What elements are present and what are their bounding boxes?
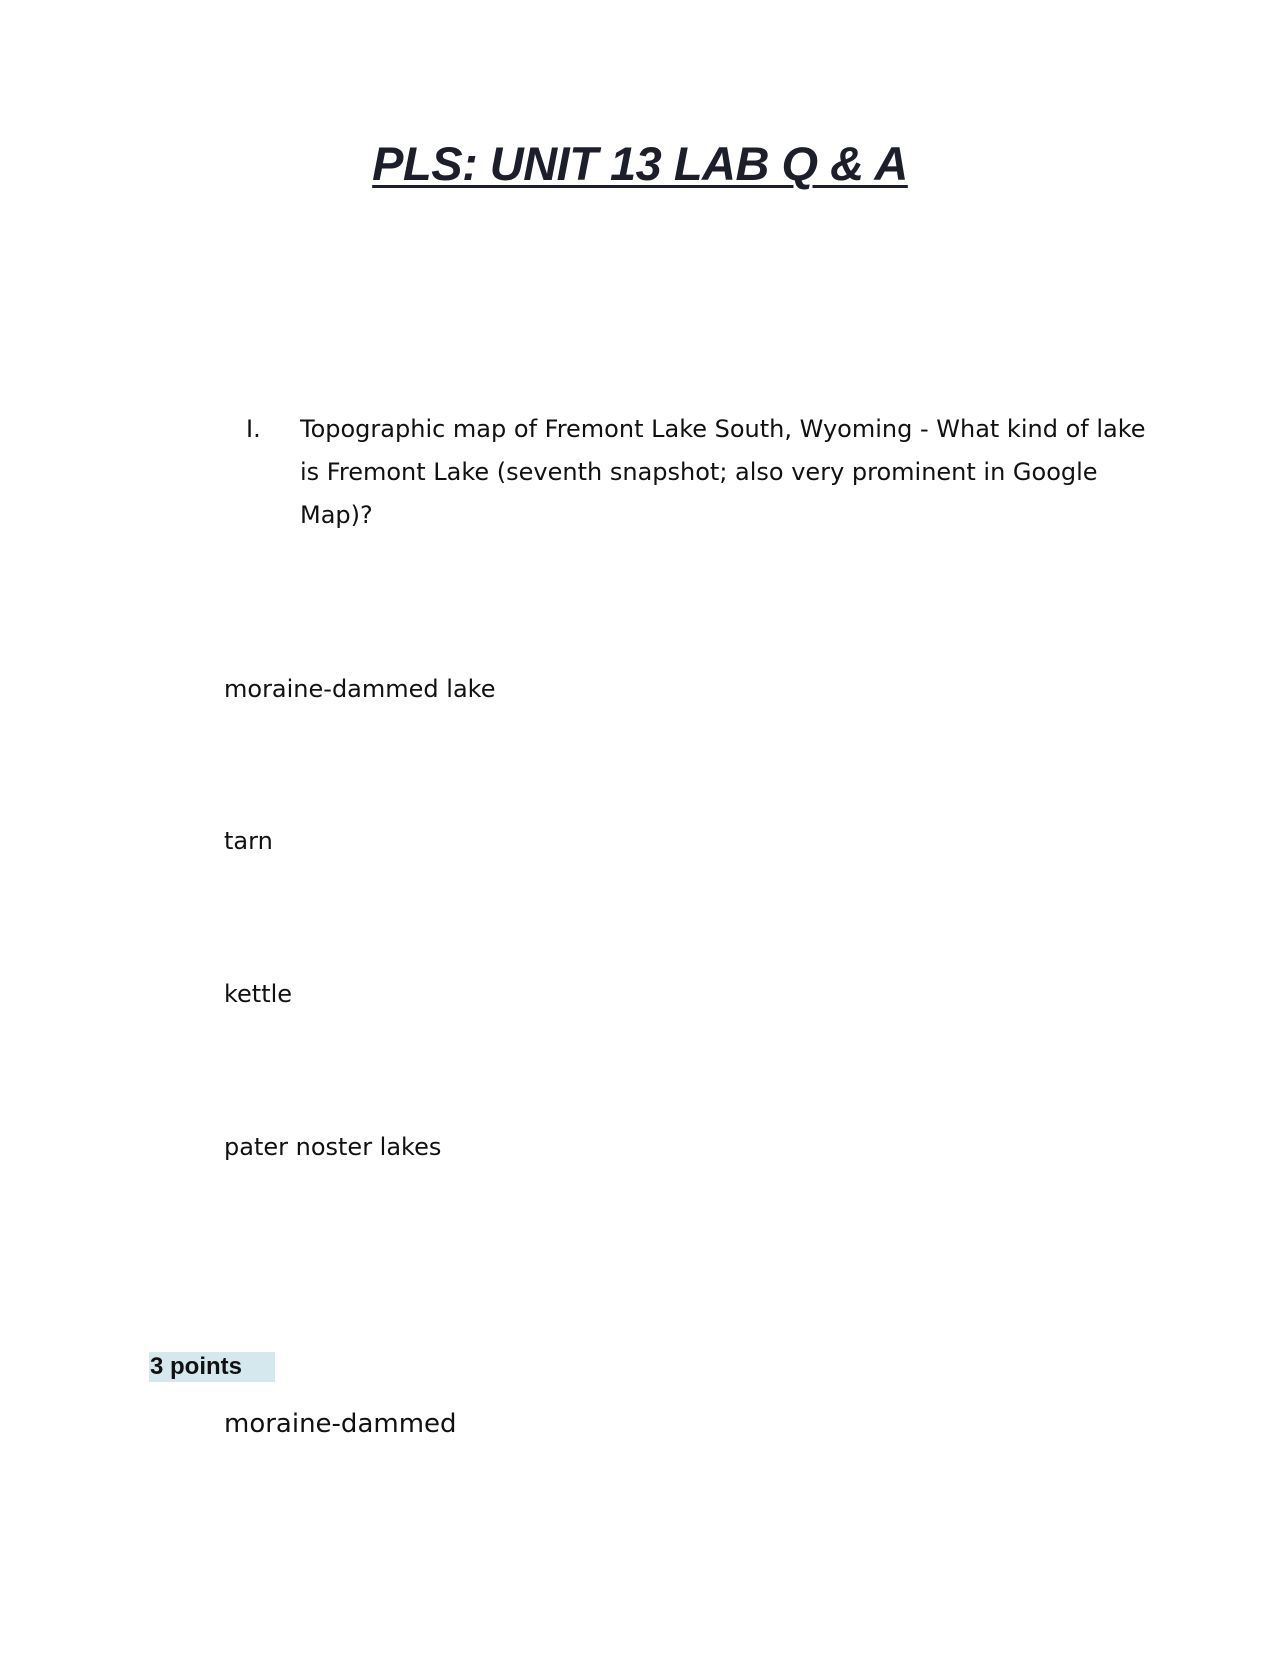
answer-option-3: kettle: [224, 980, 293, 1008]
points-badge: 3 points: [149, 1352, 275, 1382]
answer-option-4: pater noster lakes: [224, 1133, 442, 1161]
answer-option-2: tarn: [224, 827, 273, 855]
answer-option-1: moraine-dammed lake: [224, 675, 496, 703]
question-1: [246, 408, 1146, 537]
question-text: Topographic map of Fremont Lake South, Wyoming - What kind of lake is Fremont Lake (seventh snapshot; also very prominent in Google Map)?: [300, 415, 1146, 529]
page-title: PLS: UNIT 13 LAB Q & A: [372, 137, 908, 190]
selected-answer: moraine-dammed: [224, 1409, 457, 1439]
question-number: I.: [246, 415, 261, 443]
